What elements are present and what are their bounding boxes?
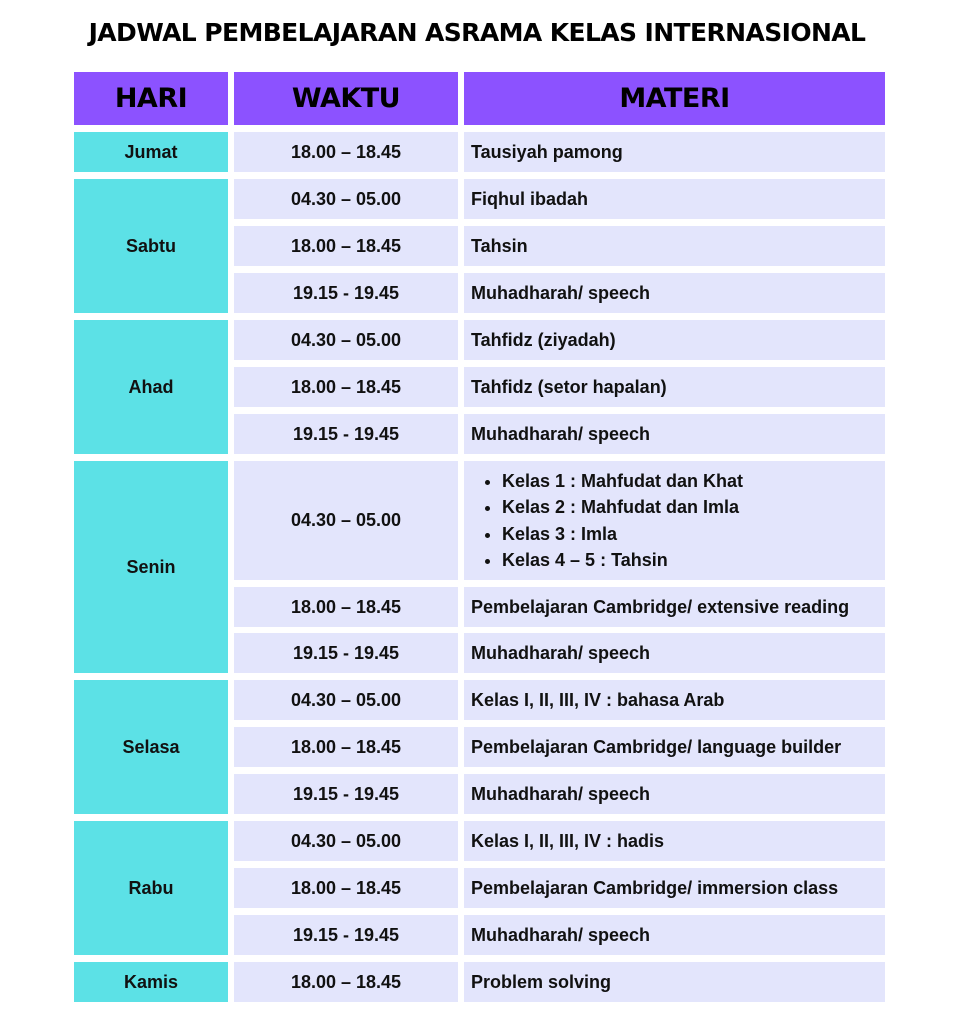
material-list: [471, 468, 743, 574]
header-hari: HARI: [74, 72, 228, 125]
material-cell: Pembelajaran Cambridge/ language builder: [464, 727, 885, 767]
day-cell-sabtu: Sabtu: [74, 179, 228, 313]
material-cell: Problem solving: [464, 962, 885, 1002]
day-cell-rabu: Rabu: [74, 821, 228, 955]
material-cell: Pembelajaran Cambridge/ immersion class: [464, 868, 885, 908]
day-cell-kamis: Kamis: [74, 962, 228, 1002]
material-cell: Muhadharah/ speech: [464, 633, 885, 673]
time-cell: 19.15 - 19.45: [234, 273, 458, 313]
time-cell: 04.30 – 05.00: [234, 821, 458, 861]
day-cell-selasa: Selasa: [74, 680, 228, 814]
time-cell: 19.15 - 19.45: [234, 774, 458, 814]
time-cell: 04.30 – 05.00: [234, 179, 458, 219]
list-item: • Kelas 2 : Mahfudat dan Imla: [502, 494, 743, 521]
material-cell: Kelas I, II, III, IV : bahasa Arab: [464, 680, 885, 720]
material-cell: Tausiyah pamong: [464, 132, 885, 172]
day-cell-senin: Senin: [74, 461, 228, 673]
material-cell: Muhadharah/ speech: [464, 414, 885, 454]
time-cell: 18.00 – 18.45: [234, 727, 458, 767]
material-cell: Muhadharah/ speech: [464, 273, 885, 313]
time-cell: 18.00 – 18.45: [234, 367, 458, 407]
time-cell: 04.30 – 05.00: [234, 461, 458, 580]
day-cell-jumat: Jumat: [74, 132, 228, 172]
list-item: • Kelas 4 – 5 : Tahsin: [502, 547, 743, 574]
material-cell: Fiqhul ibadah: [464, 179, 885, 219]
page-title: JADWAL PEMBELAJARAN ASRAMA KELAS INTERNASIONAL: [88, 18, 866, 47]
time-cell: 04.30 – 05.00: [234, 320, 458, 360]
header-waktu: WAKTU: [234, 72, 458, 125]
time-cell: 04.30 – 05.00: [234, 680, 458, 720]
list-item: • Kelas 1 : Mahfudat dan Khat: [502, 468, 743, 495]
time-cell: 19.15 - 19.45: [234, 915, 458, 955]
material-cell: Tahsin: [464, 226, 885, 266]
material-cell: Muhadharah/ speech: [464, 774, 885, 814]
time-cell: 18.00 – 18.45: [234, 868, 458, 908]
time-cell: 18.00 – 18.45: [234, 587, 458, 627]
material-cell: Muhadharah/ speech: [464, 915, 885, 955]
material-cell: Tahfidz (setor hapalan): [464, 367, 885, 407]
time-cell: 18.00 – 18.45: [234, 962, 458, 1002]
material-cell: Pembelajaran Cambridge/ extensive reading: [464, 587, 885, 627]
time-cell: 18.00 – 18.45: [234, 226, 458, 266]
header-materi: MATERI: [464, 72, 885, 125]
material-cell: Kelas I, II, III, IV : hadis: [464, 821, 885, 861]
list-item: • Kelas 3 : Imla: [502, 521, 743, 548]
material-cell: Tahfidz (ziyadah): [464, 320, 885, 360]
day-cell-ahad: Ahad: [74, 320, 228, 454]
time-cell: 19.15 - 19.45: [234, 414, 458, 454]
material-cell-list: [464, 461, 885, 580]
time-cell: 19.15 - 19.45: [234, 633, 458, 673]
time-cell: 18.00 – 18.45: [234, 132, 458, 172]
